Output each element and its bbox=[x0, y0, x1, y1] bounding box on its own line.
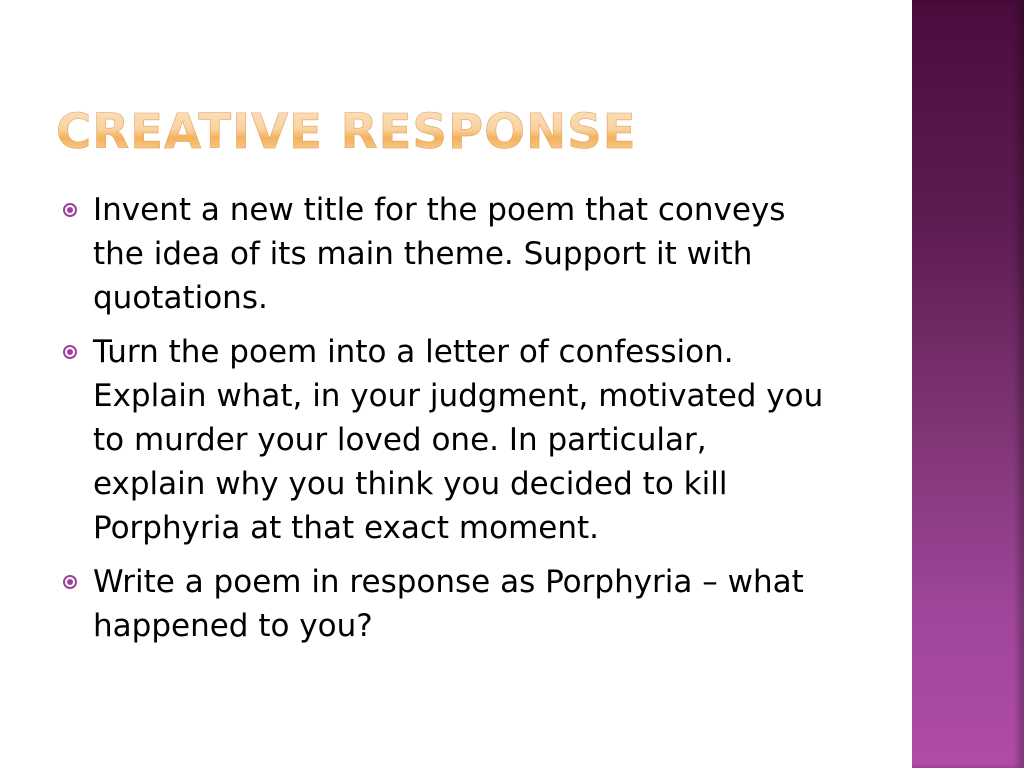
bullet-icon bbox=[63, 575, 77, 589]
bullet-item bbox=[60, 188, 900, 320]
decorative-sidebar bbox=[912, 0, 1024, 768]
bullet-text-line: Turn the poem into a letter of confession. bbox=[93, 334, 734, 370]
bullet-text-line: Explain what, in your judgment, motivated you bbox=[93, 378, 824, 414]
bullet-text-line: quotations. bbox=[93, 280, 268, 316]
bullet-text-line: to murder your loved one. In particular, bbox=[93, 422, 707, 458]
bullet-text-line: the idea of its main theme. Support it with bbox=[93, 236, 753, 272]
bullet-text-line: Porphyria at that exact moment. bbox=[93, 510, 600, 546]
bullet-text-line: explain why you think you decided to kill bbox=[93, 466, 728, 502]
bullet-item bbox=[60, 560, 900, 648]
bullet-list bbox=[60, 188, 900, 658]
bullet-text-line: Invent a new title for the poem that conveys bbox=[93, 192, 786, 228]
slide-title: CREATIVE RESPONSE bbox=[56, 104, 637, 160]
bullet-item bbox=[60, 330, 900, 550]
bullet-text-line: happened to you? bbox=[93, 608, 373, 644]
bullet-icon bbox=[63, 345, 77, 359]
bullet-icon bbox=[63, 203, 77, 217]
bullet-text-line: Write a poem in response as Porphyria – what bbox=[93, 564, 804, 600]
